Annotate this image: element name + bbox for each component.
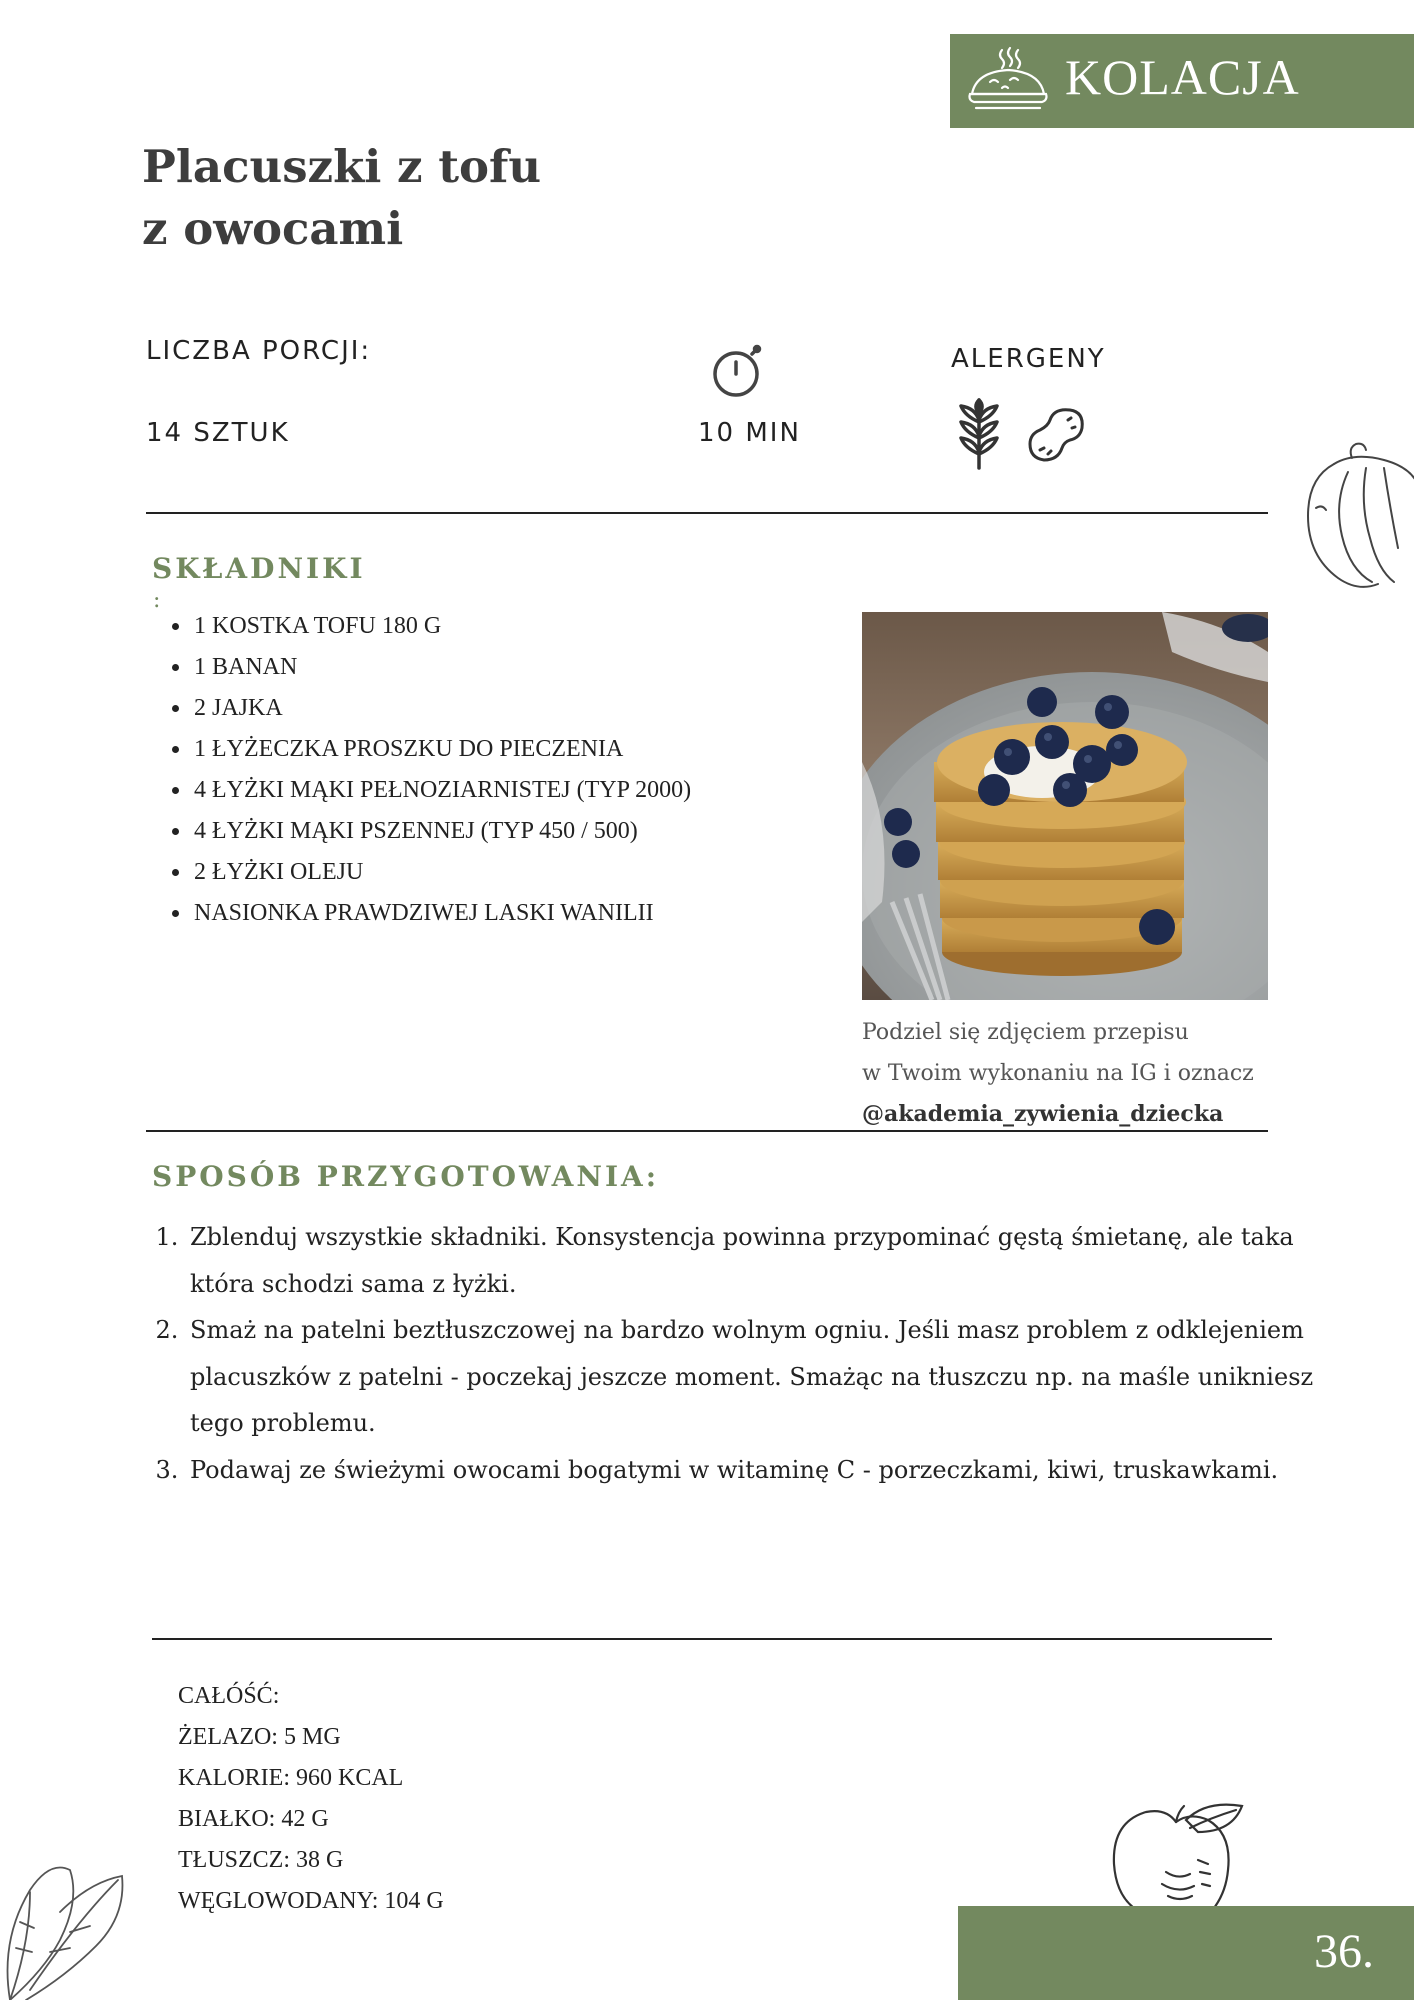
preparation-steps xyxy=(150,1214,1326,1493)
list-item: 3. Podawaj ze świeżymi owocami bogatymi w witaminę C - porzeczkami, kiwi, truskawkami. xyxy=(186,1447,1326,1494)
instagram-handle: @akademia_zywienia_dziecka xyxy=(862,1101,1224,1127)
spinach-sketch-icon xyxy=(0,1852,130,2000)
list-item: • NASIONKA PRAWDZIWEJ LASKI WANILII xyxy=(192,893,892,934)
list-item: 1. Zblenduj wszystkie składniki. Konsystencja powinna przypominać gęstą śmietanę, ale taka która schodzi sama z łyżki. xyxy=(186,1214,1326,1307)
recipe-title-line1: Placuszki z tofu xyxy=(142,140,542,193)
list-item: • 2 JAJKA xyxy=(192,688,892,729)
list-item: • 1 KOSTKA TOFU 180 G xyxy=(192,606,892,647)
pancakes-photo xyxy=(862,612,1268,1000)
peanut-icon xyxy=(1026,404,1088,464)
wheat-icon xyxy=(952,392,1006,472)
nutrition-iron: ŻELAZO: 5 MG xyxy=(178,1724,341,1750)
preparation-heading: SPOSÓB PRZYGOTOWANIA: xyxy=(152,1160,660,1193)
nutrition-fat: TŁUSZCZ: 38 G xyxy=(178,1847,344,1873)
stopwatch-icon xyxy=(708,338,766,400)
page-number: 36. xyxy=(1314,1925,1374,1978)
share-note xyxy=(862,1012,1282,1135)
category-banner xyxy=(950,34,1414,128)
category-label: KOLACJA xyxy=(1065,49,1300,105)
nutrition-facts xyxy=(178,1676,678,1922)
nutrition-calories: KALORIE: 960 KCAL xyxy=(178,1765,404,1791)
nutrition-total: CAŁÓŚĆ: xyxy=(178,1683,280,1709)
list-item: • 1 ŁYŻECZKA PROSZKU DO PIECZENIA xyxy=(192,729,892,770)
nutrition-protein: BIAŁKO: 42 G xyxy=(178,1806,329,1832)
recipe-title-line2: z owocami xyxy=(142,202,404,255)
recipe-photo xyxy=(862,612,1268,1000)
list-item: • 4 ŁYŻKI MĄKI PEŁNOZIARNISTEJ (TYP 2000) xyxy=(192,770,892,811)
divider-middle xyxy=(146,1130,1268,1132)
servings-label: LICZBA PORCJI: xyxy=(146,336,372,366)
pie-icon xyxy=(966,46,1050,116)
list-item: 2. Smaż na patelni beztłuszczowej na bardzo wolnym ogniu. Jeśli masz problem z odklejeniem placuszków z patelni - poczekaj jeszcze moment. Smażąc na tłuszczu np. na maśle unikniesz tego problemu. xyxy=(186,1307,1326,1447)
share-line2: w Twoim wykonaniu na IG i oznacz xyxy=(862,1061,1254,1086)
share-line1: Podziel się zdjęciem przepisu xyxy=(862,1020,1189,1045)
divider-top xyxy=(146,512,1268,514)
apple-sketch-icon xyxy=(1106,1800,1266,1908)
divider-bottom xyxy=(152,1638,1272,1640)
ingredients-colon: : xyxy=(153,588,161,613)
page-number-box xyxy=(958,1906,1414,2000)
nutrition-carbs: WĘGLOWODANY: 104 G xyxy=(178,1888,444,1914)
allergens-label: ALERGENY xyxy=(951,344,1106,374)
recipe-title xyxy=(142,136,742,260)
ingredients-list xyxy=(150,606,892,934)
servings-value: 14 SZTUK xyxy=(146,418,290,448)
pepper-sketch-icon xyxy=(1304,438,1414,598)
ingredients-heading: SKŁADNIKI xyxy=(152,552,366,585)
list-item: • 1 BANAN xyxy=(192,647,892,688)
list-item: • 4 ŁYŻKI MĄKI PSZENNEJ (TYP 450 / 500) xyxy=(192,811,892,852)
list-item: • 2 ŁYŻKI OLEJU xyxy=(192,852,892,893)
time-value: 10 MIN xyxy=(698,418,801,448)
